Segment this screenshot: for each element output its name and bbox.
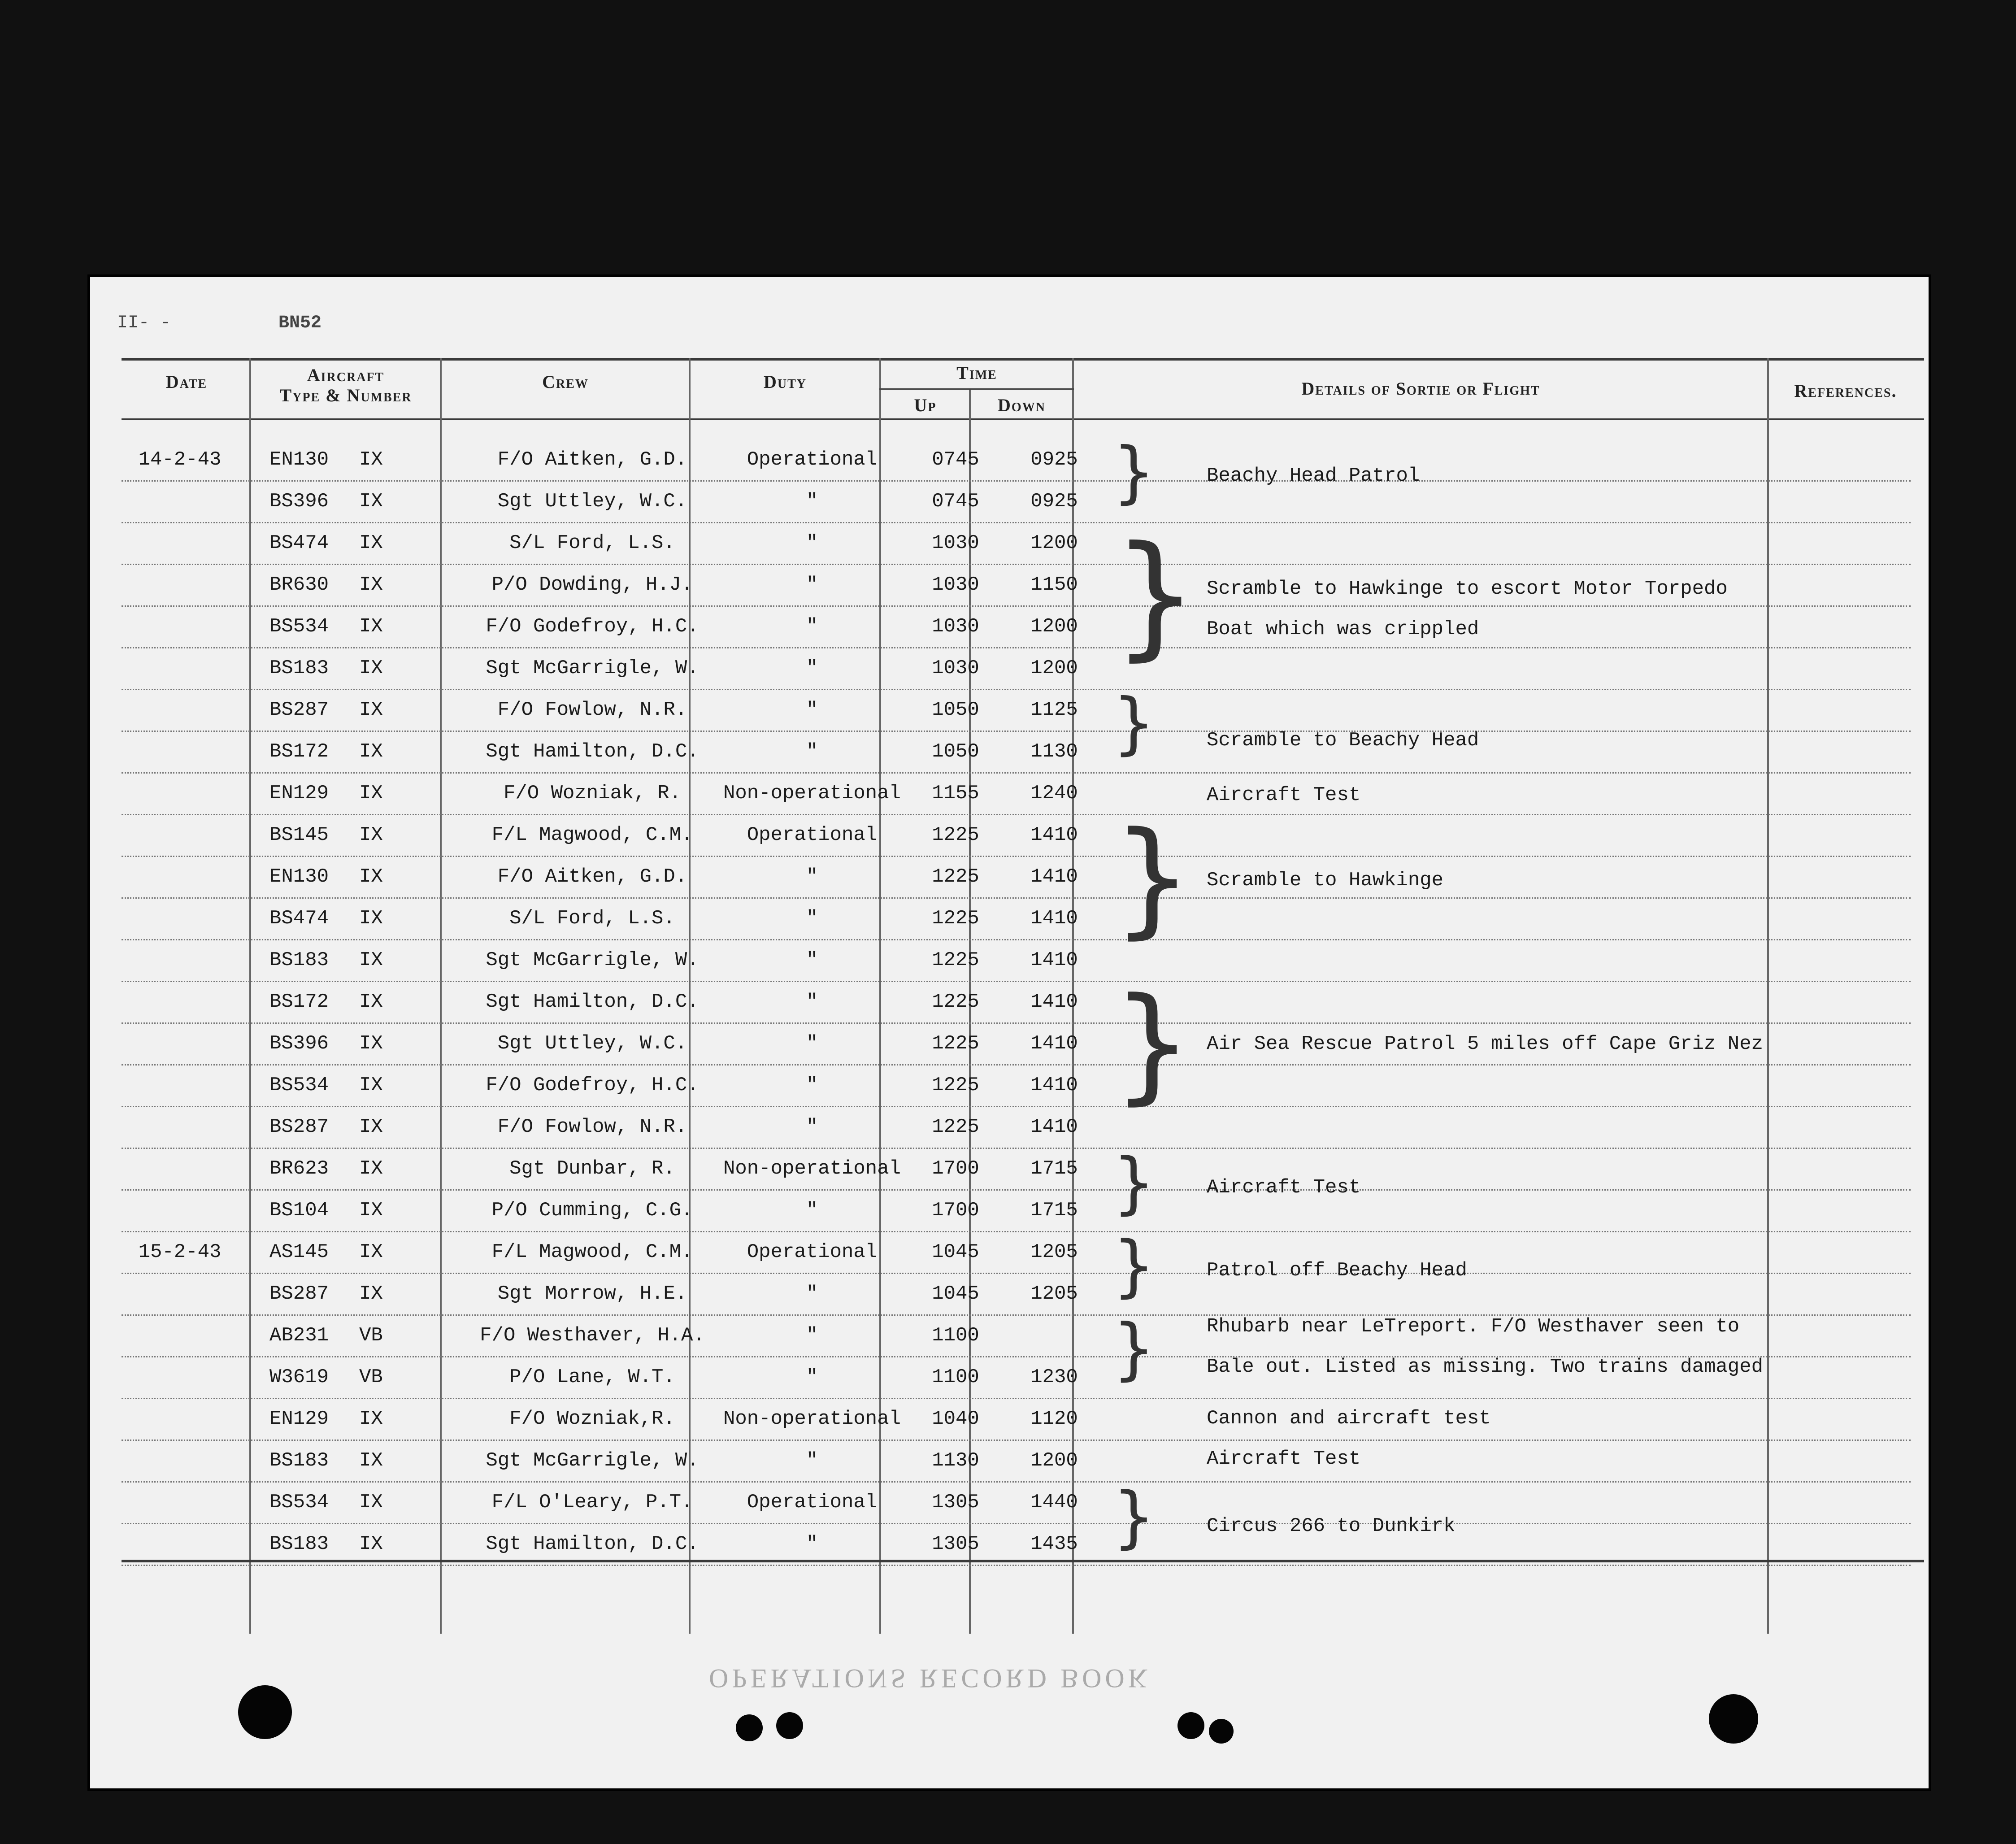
up-cell: 1030: [932, 615, 979, 638]
duty-cell: Operational: [747, 1241, 878, 1263]
type-cell: IX: [359, 991, 383, 1013]
binder-hole: [1709, 1694, 1758, 1744]
table-row: [122, 897, 1911, 940]
duty-cell: ": [806, 1074, 818, 1096]
aircraft-cell: BS474: [269, 532, 329, 554]
down-cell: 1130: [1030, 740, 1078, 763]
down-cell: 1200: [1030, 657, 1078, 679]
up-cell: 1030: [932, 657, 979, 679]
type-cell: IX: [359, 1199, 383, 1222]
binder-hole: [776, 1712, 803, 1739]
details-text: Circus 266 to Dunkirk: [1207, 1515, 1456, 1537]
up-cell: 1155: [932, 782, 979, 805]
col-references: References.: [1794, 381, 1897, 401]
crew-cell: Sgt Morrow, H.E.: [497, 1283, 687, 1305]
group-brace: }: [1112, 684, 1156, 762]
details-text: Aircraft Test: [1207, 1448, 1361, 1470]
table-row: [122, 1106, 1911, 1149]
group-brace: }: [1112, 1227, 1156, 1305]
crew-cell: P/O Lane, W.T.: [509, 1366, 675, 1388]
down-cell: 1120: [1030, 1408, 1078, 1430]
duty-cell: ": [806, 1199, 818, 1222]
aircraft-cell: BS145: [269, 824, 329, 846]
duty-cell: Operational: [747, 1491, 878, 1513]
table-row: [122, 1064, 1911, 1107]
col-down: Down: [998, 395, 1046, 415]
col-duty: Duty: [763, 372, 807, 392]
aircraft-cell: BR623: [269, 1157, 329, 1180]
duty-cell: ": [806, 1449, 818, 1472]
type-cell: IX: [359, 1283, 383, 1305]
duty-cell: ": [806, 574, 818, 596]
down-cell: 1230: [1030, 1366, 1078, 1388]
duty-cell: Operational: [747, 448, 878, 471]
group-brace: }: [1112, 1144, 1156, 1222]
up-cell: 1225: [932, 824, 979, 846]
aircraft-cell: EN130: [269, 448, 329, 471]
header-top-rule: [122, 358, 1924, 361]
up-cell: 1700: [932, 1157, 979, 1180]
down-cell: 0925: [1030, 448, 1078, 471]
up-cell: 1100: [932, 1366, 979, 1388]
col-time: Time: [956, 363, 997, 383]
type-cell: IX: [359, 782, 383, 805]
col-up: Up: [914, 395, 937, 415]
details-text: Cannon and aircraft test: [1207, 1407, 1491, 1430]
up-cell: 1100: [932, 1324, 979, 1347]
down-cell: 1410: [1030, 1074, 1078, 1096]
group-brace: }: [1112, 1310, 1156, 1388]
up-cell: 1305: [932, 1491, 979, 1513]
up-cell: 1045: [932, 1283, 979, 1305]
details-text: Scramble to Hawkinge: [1207, 869, 1444, 892]
duty-cell: ": [806, 740, 818, 763]
crew-cell: Sgt McGarrigle, W.: [486, 949, 699, 971]
type-cell: IX: [359, 740, 383, 763]
down-cell: 1205: [1030, 1283, 1078, 1305]
crew-cell: F/O Godefroy, H.C.: [486, 1074, 699, 1096]
binder-hole: [238, 1685, 292, 1739]
up-cell: 0745: [932, 448, 979, 471]
details-text: Beachy Head Patrol: [1207, 465, 1420, 487]
header-bottom-rule: [122, 418, 1924, 420]
file-ref: BN52: [278, 313, 322, 333]
duty-cell: ": [806, 865, 818, 888]
aircraft-cell: W3619: [269, 1366, 329, 1388]
duty-cell: ": [806, 1366, 818, 1388]
type-cell: IX: [359, 1241, 383, 1263]
crew-cell: F/L O'Leary, P.T.: [491, 1491, 693, 1513]
aircraft-cell: BS534: [269, 615, 329, 638]
crew-cell: Sgt Uttley, W.C.: [497, 1032, 687, 1055]
aircraft-cell: BS287: [269, 1116, 329, 1138]
up-cell: 1130: [932, 1449, 979, 1472]
crew-cell: Sgt Hamilton, D.C.: [486, 1533, 699, 1555]
type-cell: IX: [359, 448, 383, 471]
crew-cell: F/O Aitken, G.D.: [497, 865, 687, 888]
page-ref-mark: II- -: [117, 313, 171, 333]
crew-cell: F/O Wozniak, R.: [503, 782, 682, 805]
type-cell: IX: [359, 1533, 383, 1555]
type-cell: IX: [359, 1074, 383, 1096]
duty-cell: ": [806, 532, 818, 554]
binder-hole: [1209, 1719, 1234, 1744]
aircraft-cell: AB231: [269, 1324, 329, 1347]
duty-cell: ": [806, 1283, 818, 1305]
table-row: [122, 939, 1911, 982]
type-cell: IX: [359, 490, 383, 513]
details-text: Bale out. Listed as missing. Two trains damaged: [1207, 1356, 1764, 1378]
col-crew: Crew: [542, 372, 589, 392]
duty-cell: Non-operational: [723, 1408, 901, 1430]
up-cell: 1225: [932, 1032, 979, 1055]
up-cell: 1050: [932, 740, 979, 763]
up-cell: 1045: [932, 1241, 979, 1263]
aircraft-cell: BR630: [269, 574, 329, 596]
table-row: [122, 522, 1911, 565]
down-cell: 1410: [1030, 949, 1078, 971]
aircraft-cell: BS104: [269, 1199, 329, 1222]
duty-cell: ": [806, 699, 818, 721]
bleed-through-stamp: OPERATIONS RECORD BOOK: [709, 1664, 1151, 1693]
crew-cell: F/O Godefroy, H.C.: [486, 615, 699, 638]
date-cell: 15-2-43: [138, 1241, 222, 1263]
aircraft-cell: BS287: [269, 1283, 329, 1305]
duty-cell: ": [806, 490, 818, 513]
duty-cell: ": [806, 1116, 818, 1138]
up-cell: 1030: [932, 532, 979, 554]
down-cell: 1150: [1030, 574, 1078, 596]
aircraft-cell: BS183: [269, 1533, 329, 1555]
col-type-number: Type & Number: [279, 385, 412, 405]
type-cell: IX: [359, 574, 383, 596]
duty-cell: Non-operational: [723, 782, 901, 805]
aircraft-cell: BS183: [269, 949, 329, 971]
table-row: [122, 689, 1911, 732]
type-cell: IX: [359, 1491, 383, 1513]
aircraft-cell: EN129: [269, 1408, 329, 1430]
type-cell: IX: [359, 1116, 383, 1138]
type-cell: IX: [359, 1032, 383, 1055]
details-text: Aircraft Test: [1207, 784, 1361, 806]
down-cell: 1410: [1030, 1032, 1078, 1055]
up-cell: 1030: [932, 574, 979, 596]
details-text: Scramble to Hawkinge to escort Motor Torpedo: [1207, 578, 1728, 600]
details-text: Rhubarb near LeTreport. F/O Westhaver seen to: [1207, 1315, 1740, 1338]
table-bottom-rule: [122, 1560, 1924, 1562]
aircraft-cell: BS183: [269, 1449, 329, 1472]
aircraft-cell: BS534: [269, 1074, 329, 1096]
details-text: Patrol off Beachy Head: [1207, 1259, 1467, 1282]
down-cell: 1435: [1030, 1533, 1078, 1555]
crew-cell: S/L Ford, L.S.: [509, 532, 675, 554]
type-cell: IX: [359, 907, 383, 930]
group-brace: }: [1112, 805, 1193, 951]
type-cell: VB: [359, 1366, 383, 1388]
details-text: Air Sea Rescue Patrol 5 miles off Cape Griz Nez: [1207, 1033, 1764, 1055]
details-text: Aircraft Test: [1207, 1176, 1361, 1199]
duty-cell: ": [806, 1533, 818, 1555]
aircraft-cell: BS396: [269, 490, 329, 513]
crew-cell: P/O Dowding, H.J.: [491, 574, 693, 596]
up-cell: 1040: [932, 1408, 979, 1430]
aircraft-cell: BS396: [269, 1032, 329, 1055]
up-cell: 1700: [932, 1199, 979, 1222]
type-cell: IX: [359, 699, 383, 721]
aircraft-cell: AS145: [269, 1241, 329, 1263]
up-cell: 1305: [932, 1533, 979, 1555]
table-row: [122, 647, 1911, 690]
duty-cell: Non-operational: [723, 1157, 901, 1180]
down-cell: 1715: [1030, 1199, 1078, 1222]
duty-cell: ": [806, 657, 818, 679]
down-cell: 1715: [1030, 1157, 1078, 1180]
up-cell: 1225: [932, 991, 979, 1013]
duty-cell: ": [806, 991, 818, 1013]
type-cell: IX: [359, 657, 383, 679]
col-date: Date: [165, 372, 208, 392]
type-cell: VB: [359, 1324, 383, 1347]
crew-cell: P/O Cumming, C.G.: [491, 1199, 693, 1222]
crew-cell: Sgt McGarrigle, W.: [486, 1449, 699, 1472]
down-cell: 1410: [1030, 1116, 1078, 1138]
date-cell: 14-2-43: [138, 448, 222, 471]
type-cell: IX: [359, 865, 383, 888]
time-subrule: [879, 388, 1074, 390]
aircraft-cell: BS172: [269, 991, 329, 1013]
duty-cell: Operational: [747, 824, 878, 846]
binder-hole: [1177, 1712, 1204, 1739]
crew-cell: F/O Wozniak,R.: [509, 1408, 675, 1430]
type-cell: IX: [359, 949, 383, 971]
aircraft-cell: BS183: [269, 657, 329, 679]
type-cell: IX: [359, 824, 383, 846]
group-brace: }: [1112, 1478, 1156, 1556]
binder-hole: [736, 1714, 763, 1741]
type-cell: IX: [359, 532, 383, 554]
record-page: [87, 274, 1931, 1791]
down-cell: 1410: [1030, 907, 1078, 930]
type-cell: IX: [359, 615, 383, 638]
aircraft-cell: BS172: [269, 740, 329, 763]
crew-cell: Sgt McGarrigle, W.: [486, 657, 699, 679]
duty-cell: ": [806, 1032, 818, 1055]
type-cell: IX: [359, 1157, 383, 1180]
crew-cell: F/O Fowlow, N.R.: [497, 1116, 687, 1138]
down-cell: 1200: [1030, 615, 1078, 638]
crew-cell: Sgt Hamilton, D.C.: [486, 740, 699, 763]
down-cell: 1410: [1030, 824, 1078, 846]
aircraft-cell: EN129: [269, 782, 329, 805]
crew-cell: F/O Westhaver, H.A.: [480, 1324, 705, 1347]
crew-cell: F/L Magwood, C.M.: [491, 1241, 693, 1263]
group-brace: }: [1112, 433, 1156, 511]
crew-cell: F/O Fowlow, N.R.: [497, 699, 687, 721]
type-cell: IX: [359, 1408, 383, 1430]
crew-cell: Sgt Dunbar, R.: [509, 1157, 675, 1180]
crew-cell: Sgt Hamilton, D.C.: [486, 991, 699, 1013]
down-cell: 1200: [1030, 532, 1078, 554]
duty-cell: ": [806, 949, 818, 971]
crew-cell: Sgt Uttley, W.C.: [497, 490, 687, 513]
down-cell: 1440: [1030, 1491, 1078, 1513]
duty-cell: ": [806, 907, 818, 930]
up-cell: 0745: [932, 490, 979, 513]
col-details: Details of Sortie or Flight: [1301, 378, 1540, 399]
details-text: Scramble to Beachy Head: [1207, 729, 1479, 752]
duty-cell: ": [806, 1324, 818, 1347]
up-cell: 1050: [932, 699, 979, 721]
aircraft-cell: BS534: [269, 1491, 329, 1513]
up-cell: 1225: [932, 865, 979, 888]
up-cell: 1225: [932, 949, 979, 971]
aircraft-cell: BS474: [269, 907, 329, 930]
crew-cell: S/L Ford, L.S.: [509, 907, 675, 930]
down-cell: 1205: [1030, 1241, 1078, 1263]
up-cell: 1225: [932, 907, 979, 930]
up-cell: 1225: [932, 1116, 979, 1138]
down-cell: 0925: [1030, 490, 1078, 513]
up-cell: 1225: [932, 1074, 979, 1096]
group-brace: }: [1112, 971, 1193, 1117]
crew-cell: F/L Magwood, C.M.: [491, 824, 693, 846]
group-brace: }: [1112, 517, 1198, 674]
duty-cell: ": [806, 615, 818, 638]
aircraft-cell: EN130: [269, 865, 329, 888]
crew-cell: F/O Aitken, G.D.: [497, 448, 687, 471]
down-cell: 1410: [1030, 991, 1078, 1013]
type-cell: IX: [359, 1449, 383, 1472]
aircraft-cell: BS287: [269, 699, 329, 721]
down-cell: 1240: [1030, 782, 1078, 805]
table-row: [122, 814, 1911, 857]
down-cell: 1200: [1030, 1449, 1078, 1472]
details-text: Boat which was crippled: [1207, 618, 1479, 640]
table-row: [122, 981, 1911, 1024]
down-cell: 1125: [1030, 699, 1078, 721]
down-cell: 1410: [1030, 865, 1078, 888]
col-aircraft: Aircraft: [307, 365, 385, 385]
